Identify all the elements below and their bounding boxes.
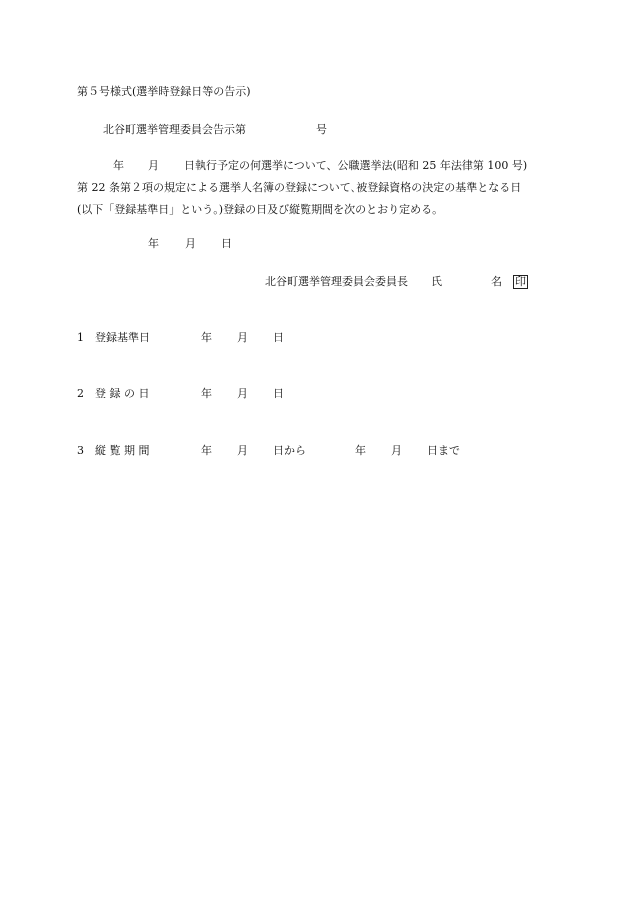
date-year: 年 xyxy=(148,237,159,250)
item-2-day: 日 xyxy=(273,387,284,400)
item-3-year-end: 年 xyxy=(355,444,366,457)
date-month: 月 xyxy=(185,237,196,250)
signature-shi: 氏 xyxy=(431,275,442,288)
item-2-year: 年 xyxy=(201,387,212,400)
item-3-day-from: 日から xyxy=(273,444,306,457)
item-3-month-end: 月 xyxy=(391,444,402,457)
item-1-number: 1 xyxy=(77,331,84,344)
item-2-month: 月 xyxy=(237,387,248,400)
date-day: 日 xyxy=(221,237,232,250)
body-line1-year: 年 xyxy=(113,159,124,172)
signature-mei: 名 xyxy=(491,275,502,288)
item-1-month: 月 xyxy=(237,331,248,344)
body-line2: 第 22 条第２項の規定による選挙人名簿の登録について､被登録資格の決定の基準となる日 xyxy=(77,181,522,194)
item-1-year: 年 xyxy=(201,331,212,344)
item-2-number: 2 xyxy=(77,387,84,400)
form-title: 第５号様式(選挙時登録日等の告示) xyxy=(77,85,251,98)
seal-mark xyxy=(513,275,528,289)
seal-label: 印 xyxy=(515,275,526,288)
body-line3: (以下「登録基準日」という。)登録の日及び縦覧期間を次のとおり定める。 xyxy=(77,203,444,216)
item-3-month: 月 xyxy=(237,444,248,457)
notice-heading-suffix: 号 xyxy=(316,123,327,136)
item-3-label: 縦 覧 期 間 xyxy=(95,444,150,457)
item-3-year: 年 xyxy=(201,444,212,457)
body-line1-month: 月 xyxy=(148,159,159,172)
item-3-day-until: 日まで xyxy=(427,444,460,457)
item-1-label: 登録基準日 xyxy=(95,331,150,344)
item-1-day: 日 xyxy=(273,331,284,344)
signature-title: 北谷町選挙管理委員会委員長 xyxy=(265,275,408,288)
notice-heading-prefix: 北谷町選挙管理委員会告示第 xyxy=(103,123,246,136)
item-3-number: 3 xyxy=(77,444,84,457)
item-2-label: 登 録 の 日 xyxy=(95,387,150,400)
body-line1-text: 日執行予定の何選挙について、公職選挙法(昭和 25 年法律第 100 号) xyxy=(184,159,528,172)
